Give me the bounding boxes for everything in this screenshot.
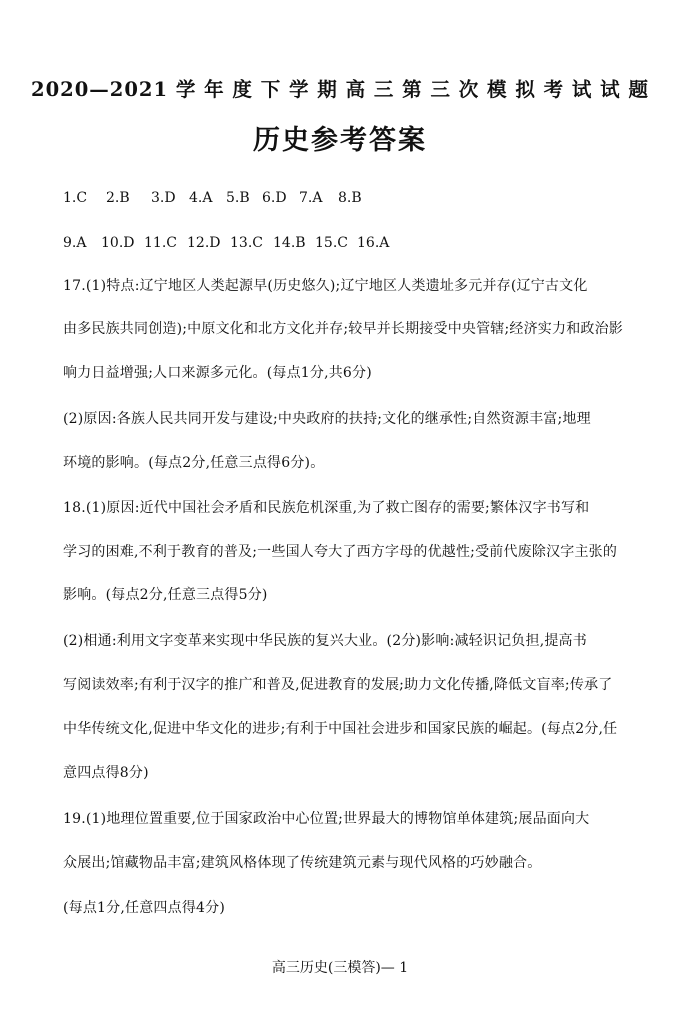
text-line: 19.(1)地理位置重要,位于国家政治中心位置;世界最大的博物馆单体建筑;展品面向大 (63, 811, 590, 827)
mc-answer: 8.B (338, 190, 362, 206)
text-line: 意四点得8分) (63, 765, 149, 781)
mc-answer: 10.D (101, 235, 135, 251)
text-line: (2)相通:利用文字变革来实现中华民族的复兴大业。(2分)影响:减轻识记负担,提高书 (63, 633, 587, 649)
text-line: 写阅读效率;有利于汉字的推广和普及,促进教育的发展;助力文化传播,降低文盲率;传承了 (63, 677, 613, 693)
mc-answers-row-2 (63, 235, 389, 251)
exam-title: 2020—2021 学 年 度 下 学 期 高 三 第 三 次 模 拟 考 试 试 题 (31, 78, 649, 101)
mc-answer: 1.C (63, 190, 88, 206)
mc-answer: 5.B (226, 190, 250, 206)
text-line: (2)原因:各族人民共同开发与建设;中央政府的扶持;文化的继承性;自然资源丰富;地理 (63, 411, 591, 427)
mc-answer: 9.A (63, 235, 87, 251)
mc-answer: 15.C (315, 235, 348, 251)
mc-answer: 12.D (187, 235, 221, 251)
mc-answers-row-1 (63, 190, 362, 206)
mc-answer: 14.B (273, 235, 306, 251)
text-line: 影响。(每点2分,任意三点得5分) (63, 587, 268, 603)
text-line: 响力日益增强;人口来源多元化。(每点1分,共6分) (63, 365, 372, 381)
mc-answer: 6.D (262, 190, 287, 206)
mc-answer: 16.A (357, 235, 390, 251)
mc-answer: 3.D (151, 190, 176, 206)
text-line: 众展出;馆藏物品丰富;建筑风格体现了传统建筑元素与现代风格的巧妙融合。 (63, 855, 542, 871)
text-line: 学习的困难,不利于教育的普及;一些国人夸大了西方字母的优越性;受前代废除汉字主张的 (63, 544, 618, 560)
mc-answer: 7.A (299, 190, 323, 206)
mc-answer: 2.B (106, 190, 130, 206)
text-line: 18.(1)原因:近代中国社会矛盾和民族危机深重,为了救亡图存的需要;繁体汉字书写和 (63, 500, 590, 516)
text-line: 中华传统文化,促进中华文化的进步;有利于中国社会进步和国家民族的崛起。(每点2分,任 (63, 721, 618, 737)
page-footer: 高三历史(三模答)— 1 (271, 960, 409, 976)
mc-answer: 4.A (189, 190, 213, 206)
text-line: 环境的影响。(每点2分,任意三点得6分)。 (63, 455, 325, 471)
text-line: 由多民族共同创造);中原文化和北方文化并存;较早并长期接受中央管辖;经济实力和政治影 (63, 321, 624, 337)
document-title: 历史参考答案 (253, 125, 427, 156)
mc-answer: 13.C (230, 235, 263, 251)
text-line: 17.(1)特点:辽宁地区人类起源早(历史悠久);辽宁地区人类遗址多元并存(辽宁古文化 (63, 278, 588, 294)
mc-answer: 11.C (144, 235, 177, 251)
text-line: (每点1分,任意四点得4分) (63, 900, 225, 916)
